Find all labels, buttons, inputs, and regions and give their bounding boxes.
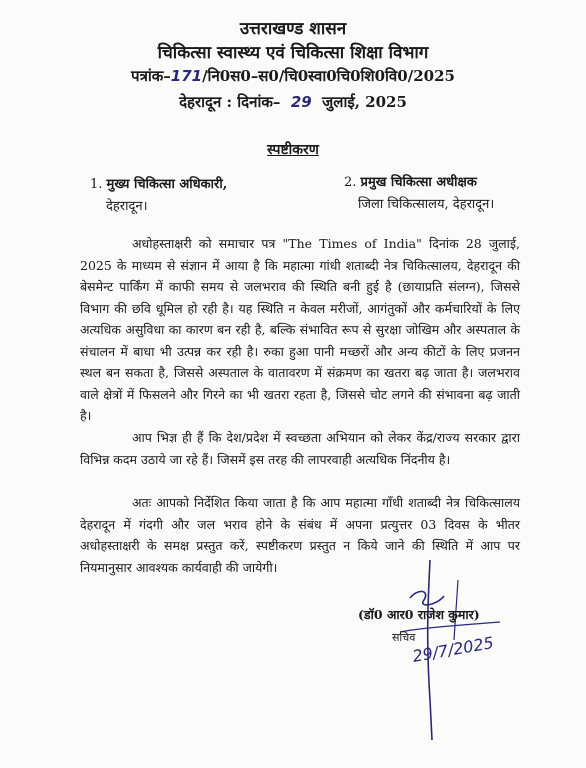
ref-prefix: पत्रांक– xyxy=(131,67,171,85)
addressee-2-name: 2. प्रमुख चिकित्सा अधीक्षक xyxy=(344,175,477,190)
addressee-1-place: देहरादून। xyxy=(106,199,148,214)
ref-suffix: /नि0स0–स0/चि0स्वा0चि0शि0वि0/2025 xyxy=(202,67,455,85)
govt-heading: उत्तराखण्ड शासन xyxy=(239,19,347,39)
date-prefix: देहरादून : दिनांक– xyxy=(179,93,281,111)
addressee-1-name: 1. मुख्य चिकित्सा अधिकारी, xyxy=(90,177,228,192)
signatory-name: (डॉ0 आर0 राजेश कुमार) xyxy=(358,607,480,622)
signatory-designation: सचिव xyxy=(392,631,416,644)
addressee-2-place: जिला चिकित्सालय, देहरादून। xyxy=(358,197,495,212)
department-heading: चिकित्सा स्वास्थ्य एवं चिकित्सा शिक्षा विभाग xyxy=(157,43,429,63)
date-day-handwritten: 29 xyxy=(290,93,312,111)
body-paragraph-1: अधोहस्ताक्षरी को समाचार पत्र "The Times of India" दिनांक 28 जुलाई, 2025 के माध्यम से संज्ञान में आया है कि महात्मा गांधी शताब्दी नेत्र चिकित्सालय, देहरादून की बेसमेन्ट पार्किंग में काफी समय से जलभराव की स्थिति बनी हुई है (छायाप्रति संलग्न), जिससे विभाग की छवि धूमिल हो रही है। यह स्थिति न केवल मरीजों, आगंतुकों और कर्मचारियों के लिए अत्यधिक असुविधा का कारण बन रही है, बल्कि संभावित रूप से सुरक्षा जोखिम और अस्पताल के संचालन में बाधा भी उत्पन्न कर रही है। रुका हुआ पानी मच्छरों और अन्य कीटों के लिए प्रजनन स्थल बन सकता है, जिससे अस्पताल के वातावरण में संक्रमण का खतरा बढ़ जाता है। जलभराव वाले क्षेत्रों में फिसलने और गिरने का भी खतरा रहता है, जिससे चोट लगने की संभावना बढ़ जाती है। xyxy=(80,236,520,423)
letter-title: स्पष्टीकरण xyxy=(267,142,319,158)
ref-number-handwritten: 171 xyxy=(170,67,203,85)
handwritten-date: 29/7/2025 xyxy=(410,633,496,666)
body-paragraph-2: आप भिज्ञ ही हैं कि देश/प्रदेश में स्वच्छता अभियान को लेकर केंद्र/राज्य सरकार द्वारा विभिन्न कदम उठाये जा रहे हैं। जिसमें इस तरह की लापरवाही अत्यधिक निंदनीय है। xyxy=(80,430,520,467)
date-suffix: जुलाई, 2025 xyxy=(322,93,407,111)
body-paragraph-3: अतः आपको निर्देशित किया जाता है कि आप महात्मा गाँधी शताब्दी नेत्र चिकित्सालय देहरादून में गंदगी और जल भराव होने के संबंध में अपना प्रत्युत्तर 03 दिवस के भीतर अधोहस्ताक्षरी के समक्ष प्रस्तुत करें, स्पष्टीकरण प्रस्तुत न किये जाने की स्थिति में आप पर नियमानुसार आवश्यक कार्यवाही की जायेगी। xyxy=(80,495,520,575)
